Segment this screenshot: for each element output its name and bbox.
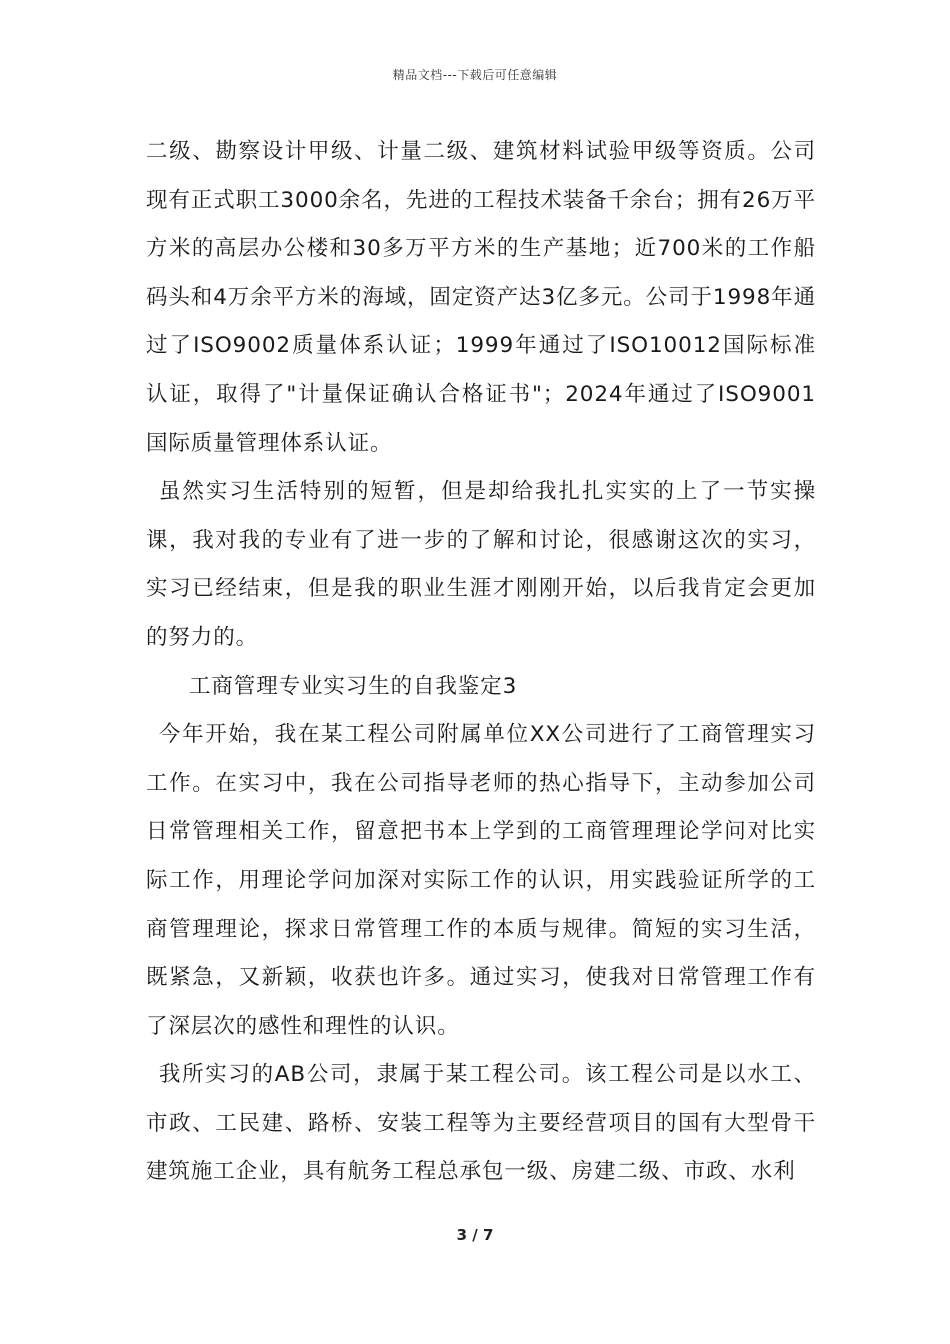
page-number: 3 / 7 (456, 1226, 494, 1244)
document-body (146, 128, 816, 1197)
paragraph-company-qualifications: 二级、勘察设计甲级、计量二级、建筑材料试验甲级等资质。公司现有正式职工3000余名，先进的工程技术装备千余台；拥有26万平方米的高层办公楼和30多万平方米的生产基地；近700米的工作船码头和4万余平方米的海域，固定资产达3亿多元。公司于1998年通过了ISO9002质量体系认证；1999年通过了ISO10012国际标准认证，取得了"计量保证确认合格证书"；2024年通过了ISO9001国际质量管理体系认证。 (146, 139, 816, 456)
paragraph-internship-intro: 今年开始，我在某工程公司附属单位XX公司进行了工商管理实习工作。在实习中，我在公司指导老师的热心指导下，主动参加公司日常管理相关工作，留意把书本上学到的工商管理理论学问对比实际工作，用理论学问加深对实际工作的认识，用实践验证所学的工商管理理论，探求日常管理工作的本质与规律。简短的实习生活，既紧急，又新颖，收获也许多。通过实习，使我对日常管理工作有了深层次的感性和理性的认识。 (146, 722, 816, 1039)
paragraph-company-description: 我所实习的AB公司，隶属于某工程公司。该工程公司是以水工、市政、工民建、路桥、安装工程等为主要经营项目的国有大型骨干建筑施工企业，具有航务工程总承包一级、房建二级、市政、水利 (146, 1062, 816, 1185)
paragraph-internship-reflection: 虽然实习生活特别的短暂，但是却给我扎扎实实的上了一节实操课，我对我的专业有了进一步的了解和讨论，很感谢这次的实习，实习已经结束，但是我的职业生涯才刚刚开始，以后我肯定会更加的努力的。 (146, 479, 816, 650)
section-heading: 工商管理专业实习生的自我鉴定3 (189, 673, 518, 699)
page-header: 精品文档---下载后可任意编辑 (392, 68, 558, 82)
